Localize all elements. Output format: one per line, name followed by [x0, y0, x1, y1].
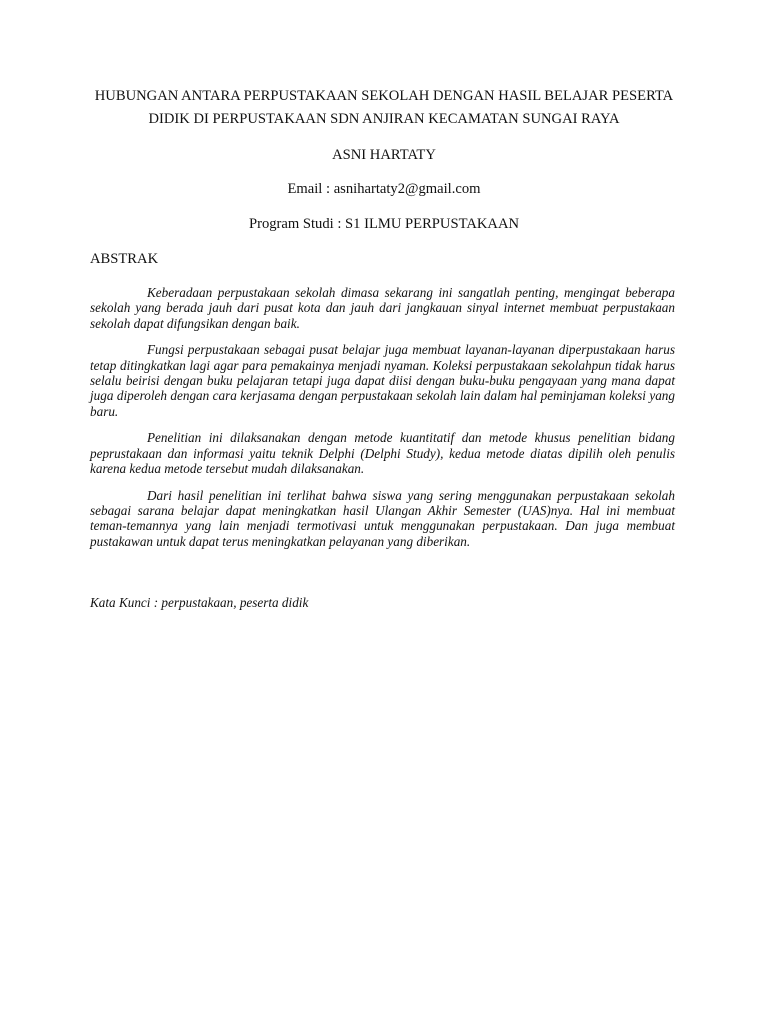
- study-program: Program Studi : S1 ILMU PERPUSTAKAAN: [248, 216, 520, 232]
- paper-title-line-1: HUBUNGAN ANTARA PERPUSTAKAAN SEKOLAH DENGAN HASIL BELAJAR PESERTA: [94, 88, 674, 104]
- abstract-heading: ABSTRAK: [90, 251, 159, 267]
- abstract-paragraph-2: Fungsi perpustakaan sebagai pusat belajar juga membuat layanan-layanan diperpustakaan harus tetap ditingkatkan lagi agar para pemakainya menjadi nyaman. Koleksi perpustakaan sekolahpun tidak harus selalu beirisi dengan buku pelajaran tetapi juga dapat diisi dengan buku-buku pengayaan yang mana dapat juga diperoleh dengan cara kerjasama dengan perpustakaan sekolah lain dalam hal peminjaman koleksi yang baru.: [90, 342, 675, 419]
- paper-title: [80, 85, 688, 130]
- abstract-paragraph-1: Keberadaan perpustakaan sekolah dimasa sekarang ini sangatlah penting, mengingat beberapa sekolah yang berada jauh dari pusat kota dan jauh dari jangkauan sinyal internet membuat perpustakaan sekolah dapat difungsikan dengan baik.: [90, 285, 675, 331]
- abstract-paragraph-3: Penelitian ini dilaksanakan dengan metode kuantitatif dan metode khusus penelitian bidang peprustakaan dan informasi yaitu teknik Delphi (Delphi Study), kedua metode diatas dipilih oleh penulis karena kedua metode tersebut mudah dilaksanakan.: [90, 430, 675, 476]
- abstract-paragraph-4: Dari hasil penelitian ini terlihat bahwa siswa yang sering menggunakan perpustakaan sekolah sebagai sarana belajar dapat meningkatkan hasil Ulangan Akhir Semester (UAS)nya. Hal ini membuat teman-temannya yang lain menjadi termotivasi untuk menggunakan perpustakaan. Dan juga membuat pustakawan untuk dapat terus meningkatkan pelayanan yang diberikan.: [90, 487, 675, 549]
- paper-title-line-2: DIDIK DI PERPUSTAKAAN SDN ANJIRAN KECAMATAN SUNGAI RAYA: [148, 110, 620, 127]
- author-name: ASNI HARTATY: [332, 147, 436, 163]
- author-email: Email : asnihartaty2@gmail.com: [287, 181, 481, 197]
- keywords: Kata Kunci : perpustakaan, peserta didik: [90, 595, 309, 610]
- abstract-body: [90, 285, 675, 560]
